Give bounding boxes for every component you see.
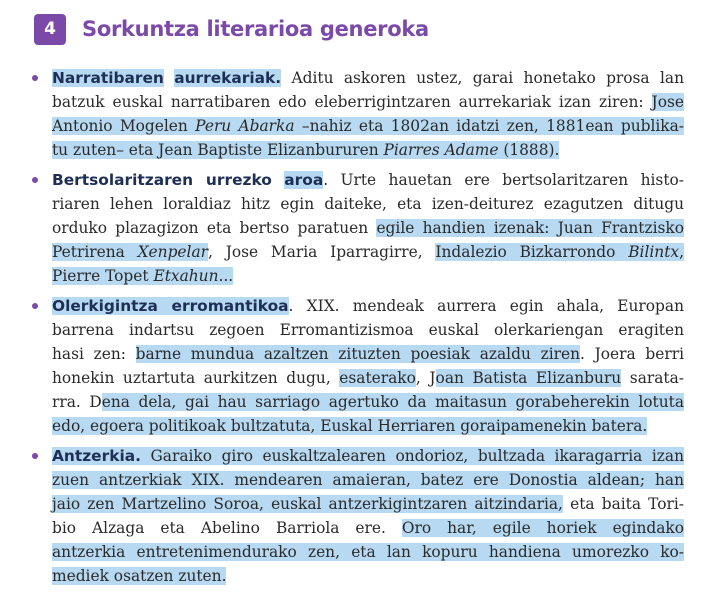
text-segment: jaio zen Martzelino Soroa, euskal antzerkigintzaren aitzindaria, <box>52 495 563 513</box>
text-segment: barne mundua azaltzen zituzten poesiak azaldu ziren <box>135 345 580 363</box>
text-segment: –nahiz eta 1802an idatzi zen, 1881ean publika- <box>294 117 684 135</box>
list-item <box>30 66 695 162</box>
text-line <box>52 516 684 540</box>
text-segment: hasi zen: <box>52 345 136 363</box>
text-segment: Bilintx <box>628 243 680 261</box>
text-segment: (1888). <box>498 141 560 159</box>
text-segment: tu zuten– eta Jean Baptiste Elizanbururen <box>52 141 384 159</box>
list-item <box>30 168 695 288</box>
text-segment: mediek osatzen zuten. <box>52 567 227 585</box>
text-segment: Xenpelar <box>137 243 208 261</box>
genre-heading: aroa <box>284 171 324 189</box>
section-number-badge: 4 <box>34 14 66 45</box>
text-segment: , <box>679 243 684 261</box>
text-segment: Antonio Mogelen <box>52 117 196 135</box>
genre-heading: Antzerkia. <box>52 447 141 465</box>
text-line <box>52 414 684 438</box>
text-line <box>52 294 684 318</box>
text-segment: zuen antzerkiak <box>52 471 192 489</box>
text-segment: Pierre Topet <box>52 267 154 285</box>
text-segment: Peru Abarka <box>195 117 295 135</box>
genre-heading: Narratibaren <box>52 69 164 87</box>
genre-heading: Olerkigintza erromantikoa <box>52 297 289 315</box>
text-line <box>52 468 684 492</box>
text-segment: honekin uztartuta aurkitzen dugu, <box>52 369 340 387</box>
bullet-icon <box>32 453 38 459</box>
genre-heading: aurrekariak. <box>174 69 282 87</box>
text-segment <box>164 69 174 87</box>
text-segment: Jose <box>651 93 684 111</box>
text-segment: eta baita Tori- <box>562 495 684 513</box>
text-line <box>52 168 684 192</box>
text-segment: Petrirena <box>52 243 138 261</box>
text-segment: sarata- <box>621 369 684 387</box>
bullet-icon <box>32 75 38 81</box>
text-segment: ... <box>218 267 234 285</box>
section-title: Sorkuntza literarioa generoka <box>82 17 429 41</box>
text-segment: Indalezio Bizkarrondo <box>435 243 629 261</box>
text-segment: batzuk euskal narratibaren edo eleberrigintzaren aurrekariak izan ziren: <box>52 93 652 111</box>
section-header <box>34 12 429 46</box>
text-segment: bio Alzaga eta Abelino Barriola ere. <box>52 519 402 537</box>
text-segment <box>272 171 284 189</box>
text-segment: . mendearen amaieran, batez ere Donostia aldean; han <box>219 471 684 489</box>
text-line <box>52 264 684 288</box>
text-line <box>52 216 684 240</box>
text-line <box>52 114 684 138</box>
text-segment: Piarres Adame <box>383 141 499 159</box>
text-segment: . Joera berri <box>580 345 685 363</box>
text-line <box>52 564 684 588</box>
genre-list <box>30 66 695 594</box>
text-line <box>52 444 684 468</box>
text-segment: Oro har, egile horiek egindako <box>401 519 684 537</box>
text-line <box>52 240 684 264</box>
bullet-icon <box>32 303 38 309</box>
text-segment: XIX <box>191 471 220 489</box>
text-segment: , J <box>415 369 436 387</box>
text-line <box>52 390 684 414</box>
text-segment: egile handien izenak: Juan Frantzisko <box>376 219 684 237</box>
genre-heading: Bertsolaritzaren urrezko <box>52 171 272 189</box>
text-segment: edo, egoera politikoak bultzatuta, Euskal Herriaren goraipamenekin batera. <box>52 417 648 435</box>
text-line <box>52 66 684 90</box>
text-line <box>52 540 684 564</box>
text-line <box>52 342 684 366</box>
list-item <box>30 444 695 588</box>
list-item <box>30 294 695 438</box>
text-segment: . Urte hauetan ere bertsolaritzaren histo- <box>323 171 684 189</box>
text-segment: Etxahun <box>153 267 219 285</box>
text-line <box>52 192 684 216</box>
text-segment: antzerkia entretenimendurako zen, eta lan kopuru handiena umorezko ko- <box>52 543 684 561</box>
text-line <box>52 492 684 516</box>
text-segment: barrena indartsu zegoen Erromantizismoa euskal olerkariengan eragiten <box>52 321 684 339</box>
bullet-icon <box>32 177 38 183</box>
text-segment: Garaiko giro euskaltzalearen ondorioz, bultzada ikaragarria izan <box>140 447 684 465</box>
text-segment: orduko plazagizon eta bertso paratuen <box>52 219 377 237</box>
text-segment: esaterako <box>339 369 416 387</box>
text-segment: ena dela, gai hau sarriago agertuko da maitasun gorabeherekin lotuta <box>101 393 684 411</box>
text-segment: , Jose Maria Iparragirre, <box>208 243 436 261</box>
text-segment: Aditu askoren ustez, garai honetako prosa lan <box>281 69 684 87</box>
text-segment: . XIX. mendeak aurrera egin ahala, Europan <box>288 297 684 315</box>
text-line <box>52 318 684 342</box>
text-segment: rra. D <box>52 393 102 411</box>
text-line <box>52 138 684 162</box>
text-segment: oan Batista Elizanburu <box>435 369 622 387</box>
text-segment: riaren lehen loraldiaz hitz egin daiteke, eta izen-deiturez ezagutzen ditugu <box>52 195 684 213</box>
text-line <box>52 366 684 390</box>
text-line <box>52 90 684 114</box>
